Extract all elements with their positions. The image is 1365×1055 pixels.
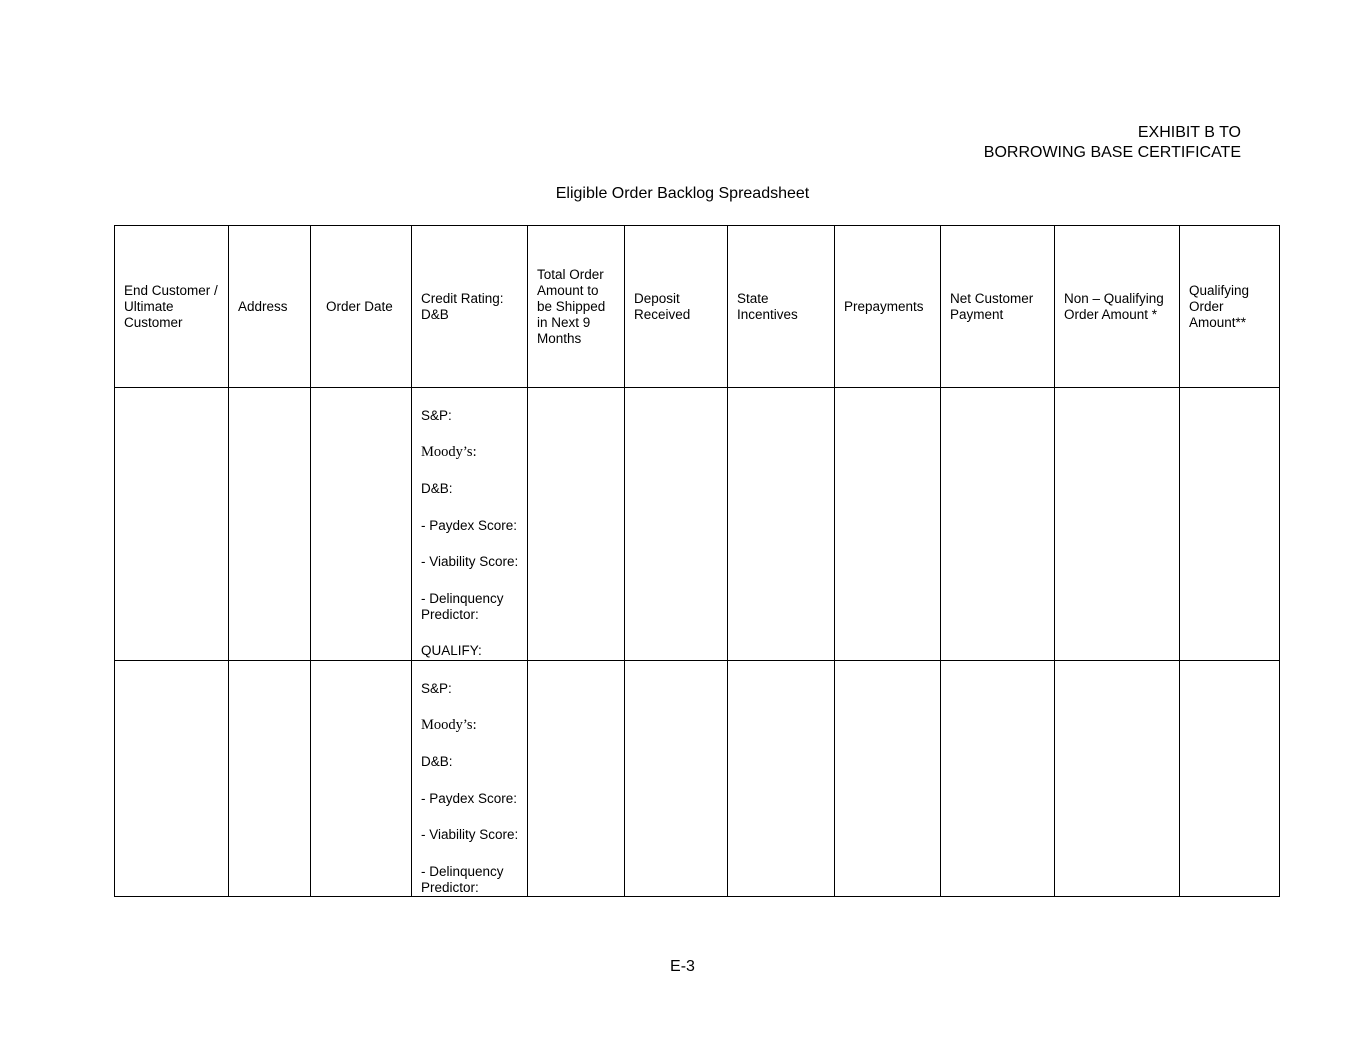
cell-total-order-amount[interactable]	[528, 388, 625, 661]
cell-address[interactable]	[229, 388, 311, 661]
spreadsheet-title: Eligible Order Backlog Spreadsheet	[555, 185, 810, 202]
cell-net-customer-payment[interactable]	[941, 388, 1055, 661]
table-row	[115, 661, 1280, 897]
credit-label-paydex: - Paydex Score:	[421, 791, 518, 806]
credit-label-moodys: Moody’s:	[421, 444, 477, 460]
cell-address[interactable]	[229, 661, 311, 897]
page-number: E-3	[670, 958, 695, 975]
cell-non-qualifying-amount[interactable]	[1055, 388, 1180, 661]
cell-credit-rating[interactable]	[412, 388, 528, 661]
credit-label-delinquency: - Delinquency Predictor:	[421, 864, 504, 895]
credit-label-moodys: Moody’s:	[421, 717, 477, 733]
table-row	[115, 388, 1280, 661]
column-header-order-date: Order Date	[311, 226, 412, 388]
cell-state-incentives[interactable]	[728, 388, 835, 661]
exhibit-heading	[984, 123, 1241, 163]
credit-label-dnb: D&B:	[421, 754, 453, 769]
cell-credit-rating[interactable]	[412, 661, 528, 897]
credit-label-dnb: D&B:	[421, 481, 453, 496]
cell-state-incentives[interactable]	[728, 661, 835, 897]
credit-label-viability: - Viability Score:	[421, 827, 519, 842]
column-header-address: Address	[229, 226, 311, 388]
cell-non-qualifying-amount[interactable]	[1055, 661, 1180, 897]
order-backlog-table	[114, 225, 1280, 897]
column-header-total-order-amount: Total Order Amount to be Shipped in Next 9 Months	[528, 226, 625, 388]
cell-order-date[interactable]	[311, 661, 412, 897]
cell-end-customer[interactable]	[115, 388, 229, 661]
column-header-prepayments: Prepayments	[835, 226, 941, 388]
column-header-net-customer-payment: Net Customer Payment	[941, 226, 1055, 388]
cell-prepayments[interactable]	[835, 661, 941, 897]
credit-label-sp: S&P:	[421, 681, 452, 696]
column-header-credit-rating: Credit Rating: D&B	[412, 226, 528, 388]
cell-deposit-received[interactable]	[625, 388, 728, 661]
cell-net-customer-payment[interactable]	[941, 661, 1055, 897]
credit-label-sp: S&P:	[421, 408, 452, 423]
cell-deposit-received[interactable]	[625, 661, 728, 897]
column-header-non-qualifying-amount: Non – Qualifying Order Amount *	[1055, 226, 1180, 388]
cell-end-customer[interactable]	[115, 661, 229, 897]
exhibit-line: EXHIBIT B TO	[1137, 124, 1241, 141]
cell-prepayments[interactable]	[835, 388, 941, 661]
column-header-qualifying-amount: Qualifying Order Amount**	[1180, 226, 1280, 388]
cell-total-order-amount[interactable]	[528, 661, 625, 897]
certificate-line: BORROWING BASE CERTIFICATE	[983, 144, 1241, 161]
credit-label-viability: - Viability Score:	[421, 554, 519, 569]
credit-label-paydex: - Paydex Score:	[421, 518, 518, 533]
table-header-row	[115, 226, 1280, 388]
cell-order-date[interactable]	[311, 388, 412, 661]
column-header-end-customer: End Customer / Ultimate Customer	[115, 226, 229, 388]
cell-qualifying-amount[interactable]	[1180, 661, 1280, 897]
credit-label-delinquency: - Delinquency Predictor:	[421, 591, 504, 622]
credit-label-qualify: QUALIFY:	[421, 643, 482, 658]
cell-qualifying-amount[interactable]	[1180, 388, 1280, 661]
column-header-state-incentives: State Incentives	[728, 226, 835, 388]
column-header-deposit-received: Deposit Received	[625, 226, 728, 388]
